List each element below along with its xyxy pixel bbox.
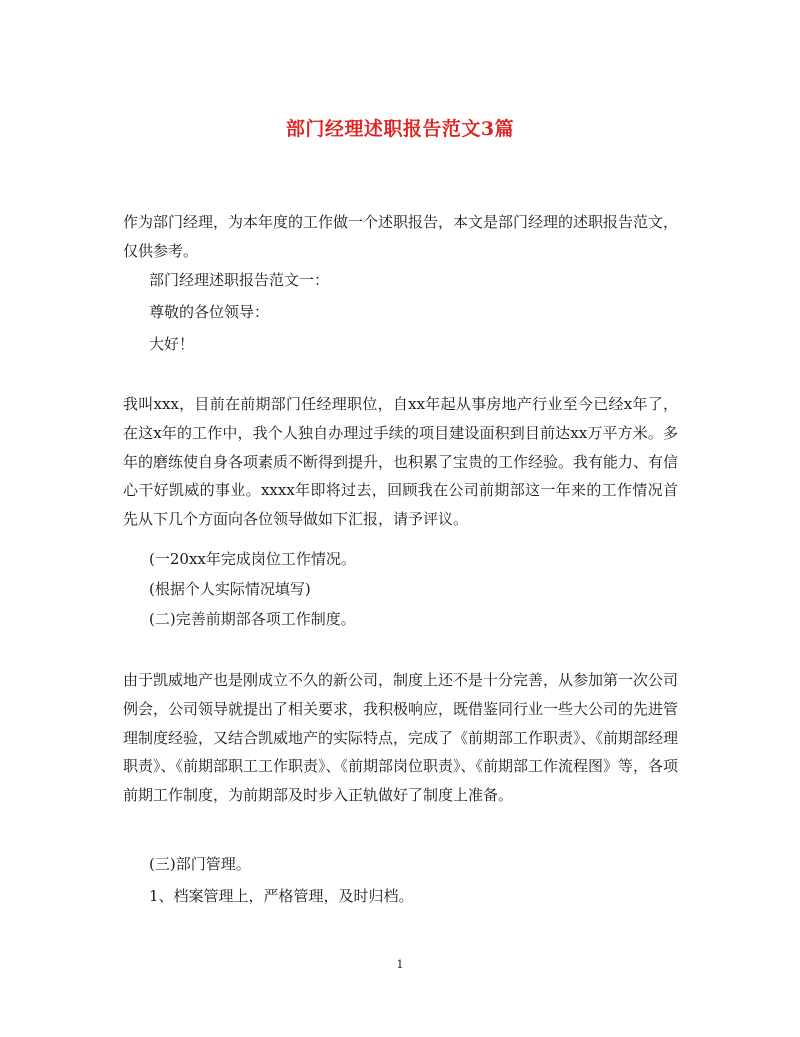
list-item-3-1: 1、档案管理上，严格管理，及时归档。 <box>149 887 414 905</box>
page-number: 1 <box>396 958 404 971</box>
body-paragraph-1: 我叫xxx，目前在前期部门任经理职位，自xx年起从事房地产行业至今已经x年了，在这x年的工作中，我个人独自办理过手续的项目建设面积到目前达xx万平方米。多年的磨练使自身各项素质不断得到提升，也积累了宝贵的工作经验。我有能力、有信心干好凯威的事业。xxxx年即将过去，回顾我在公司前期部这一年来的工作情况首先从下几个方面向各位领导做如下汇报，请予评议。 <box>123 395 679 529</box>
greeting: 大好！ <box>149 335 195 353</box>
document-title: 部门经理述职报告范文3篇 <box>285 118 515 140</box>
body-paragraph-2: 由于凯威地产也是刚成立不久的新公司，制度上还不是十分完善，从参加第一次公司例会，公司领导就提出了相关要求，我积极响应，既借鉴同行业一些大公司的先进管理制度经验，又结合凯威地产的实际特点，完成了《前期部工作职责》、《前期部经理职责》、《前期部职工工作职责》、《前期部岗位职责》、《前期部工作流程图》等，各项前期工作制度，为前期部及时步入正轨做好了制度上准备。 <box>123 671 679 805</box>
list-item-3: (三)部门管理。 <box>149 855 251 873</box>
intro-paragraph: 作为部门经理，为本年度的工作做一个述职报告，本文是部门经理的述职报告范文，仅供参考。 <box>123 213 679 260</box>
salutation: 尊敬的各位领导： <box>149 303 270 321</box>
list-item-1: (一20xx年完成岗位工作情况。 <box>149 550 356 568</box>
list-item-1-note: (根据个人实际情况填写) <box>149 580 311 598</box>
list-item-2: (二)完善前期部各项工作制度。 <box>149 610 356 628</box>
section-heading: 部门经理述职报告范文一： <box>149 271 330 289</box>
